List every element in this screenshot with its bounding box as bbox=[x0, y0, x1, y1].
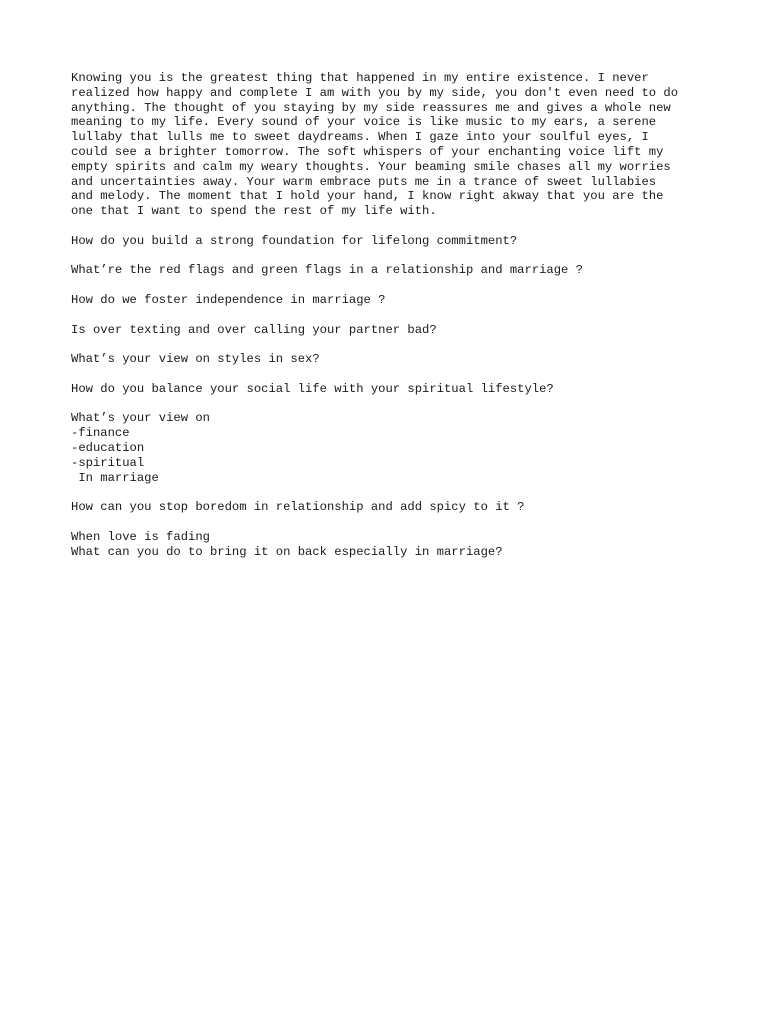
paragraph-line: could see a brighter tomorrow. The soft whispers of your enchanting voice lift my bbox=[71, 144, 664, 159]
question-foundation bbox=[71, 234, 711, 249]
question-line: When love is fading bbox=[71, 529, 210, 544]
document-page bbox=[71, 71, 711, 574]
question-flags bbox=[71, 263, 711, 278]
paragraph-line: empty spirits and calm my weary thoughts. Your beaming smile chases all my worries bbox=[71, 159, 671, 174]
question-text: How do you build a strong foundation for lifelong commitment? bbox=[71, 233, 518, 248]
question-texting bbox=[71, 323, 711, 338]
question-line: What can you do to bring it on back especially in marriage? bbox=[71, 544, 503, 559]
paragraph-line: and uncertainties away. Your warm embrace puts me in a trance of sweet lullabies bbox=[71, 174, 657, 189]
question-line: What’s your view on bbox=[71, 411, 210, 426]
question-views bbox=[71, 411, 711, 485]
list-item: -finance bbox=[71, 426, 130, 441]
paragraph-line: one that I want to spend the rest of my life with. bbox=[71, 204, 437, 219]
question-boredom bbox=[71, 500, 711, 515]
question-independence bbox=[71, 293, 711, 308]
question-line: In marriage bbox=[71, 470, 159, 485]
paragraph-line: lullaby that lulls me to sweet daydreams. When I gaze into your soulful eyes, I bbox=[71, 130, 649, 145]
list-item: -spiritual bbox=[71, 455, 145, 470]
paragraph-line: and melody. The moment that I hold your hand, I know right akway that you are the bbox=[71, 189, 664, 204]
list-item: -education bbox=[71, 440, 145, 455]
question-fading-love bbox=[71, 530, 711, 560]
question-text: Is over texting and over calling your partner bad? bbox=[71, 322, 437, 337]
paragraph-line: Knowing you is the greatest thing that happened in my entire existence. I never bbox=[71, 71, 649, 85]
question-text: What’re the red flags and green flags in a relationship and marriage ? bbox=[71, 263, 583, 278]
question-styles bbox=[71, 352, 711, 367]
paragraph-line: anything. The thought of you staying by my side reassures me and gives a whole new bbox=[71, 100, 671, 115]
question-text: How do we foster independence in marriage ? bbox=[71, 292, 386, 307]
question-text: What’s your view on styles in sex? bbox=[71, 352, 320, 367]
paragraph-line: realized how happy and complete I am with you by my side, you don't even need to do bbox=[71, 85, 679, 100]
question-text: How can you stop boredom in relationship and add spicy to it ? bbox=[71, 500, 525, 515]
question-balance bbox=[71, 382, 711, 397]
paragraph-line: meaning to my life. Every sound of your voice is like music to my ears, a serene bbox=[71, 115, 657, 130]
intro-paragraph bbox=[71, 71, 711, 219]
question-text: How do you balance your social life with your spiritual lifestyle? bbox=[71, 381, 554, 396]
